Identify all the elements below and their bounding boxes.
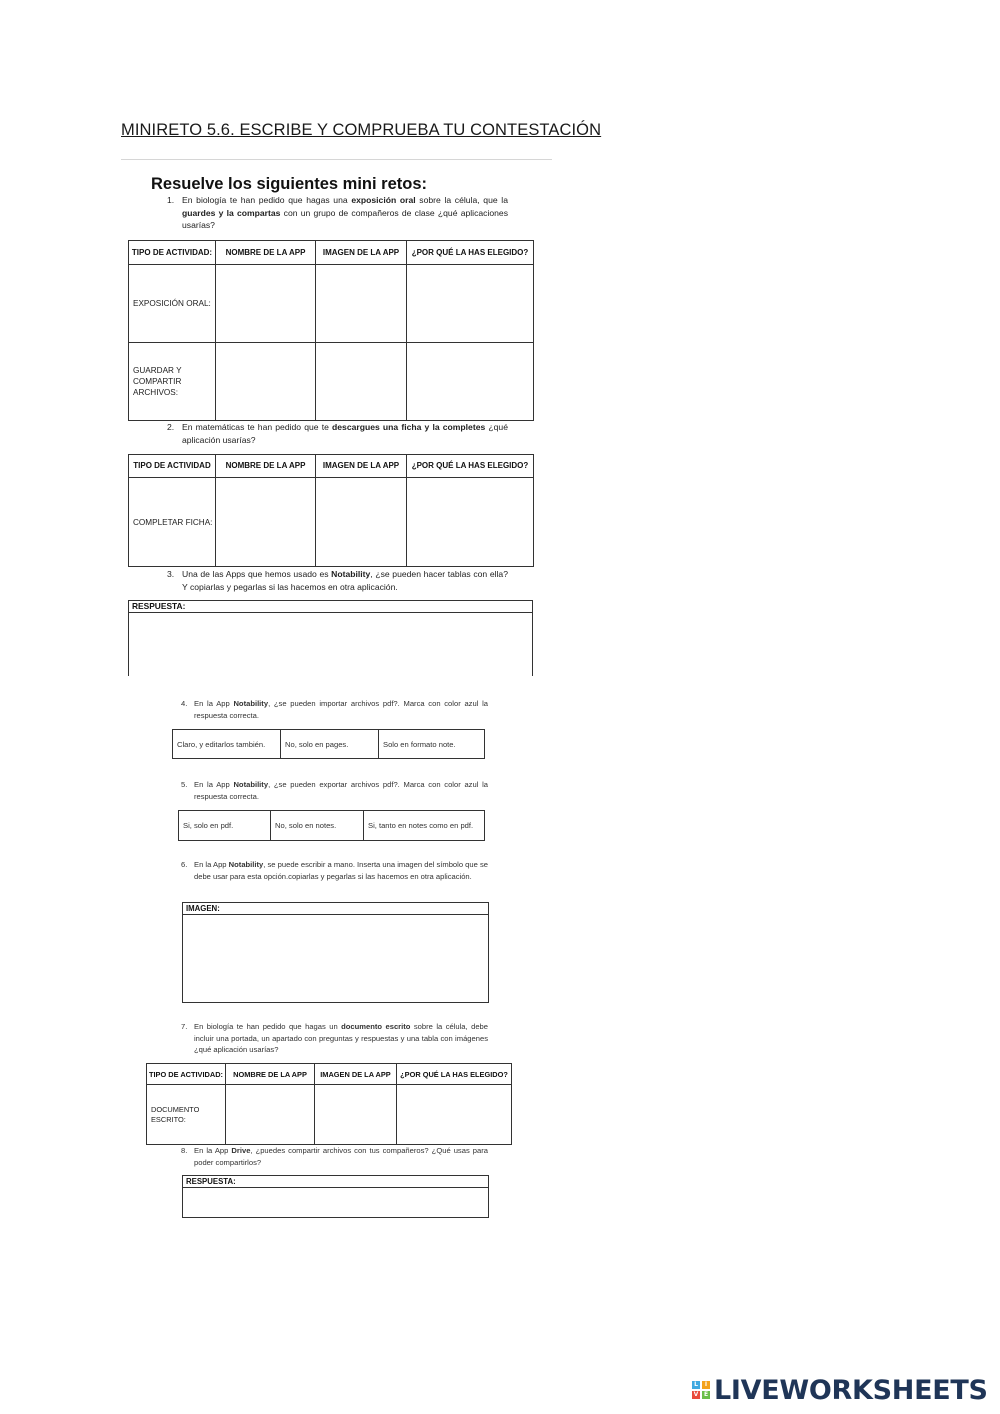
header-nombre: NOMBRE DE LA APP — [226, 1064, 315, 1085]
header-tipo: TIPO DE ACTIVIDAD: — [129, 241, 216, 265]
image-box-6[interactable] — [182, 902, 489, 1003]
option[interactable]: No, solo en pages. — [280, 730, 378, 758]
header-imagen: IMAGEN DE LA APP — [315, 1064, 397, 1085]
document-title: MINIRETO 5.6. ESCRIBE Y COMPRUEBA TU CONTESTACIÓN — [121, 121, 602, 139]
option[interactable]: Solo en formato note. — [378, 730, 484, 758]
answer-label: IMAGEN: — [183, 903, 488, 915]
answer-cell-nombre[interactable] — [216, 265, 316, 343]
question-number: 8. — [181, 1146, 188, 1155]
question-2: 2. En matemáticas te han pedido que te descargues una ficha y la completes ¿qué aplicación usarías? — [167, 422, 508, 445]
section-heading: Resuelve los siguientes mini retos: — [151, 175, 428, 193]
answer-cell-porque[interactable] — [407, 478, 534, 567]
answer-cell-nombre[interactable] — [226, 1085, 315, 1145]
brand-text: LIVEWORKSHEETS — [714, 1374, 988, 1406]
question-6: 6. En la App Notability, se puede escribir a mano. Inserta una imagen del símbolo que se debe usar para esta opción.copiarlas y pegarlas si las hacemos en otra aplicación. — [181, 860, 488, 881]
answer-cell-imagen[interactable] — [315, 1085, 397, 1145]
header-porque: ¿POR QUÉ LA HAS ELEGIDO? — [407, 455, 534, 478]
question-number: 6. — [181, 860, 188, 869]
answer-cell-porque[interactable] — [397, 1085, 512, 1145]
header-porque: ¿POR QUÉ LA HAS ELEGIDO? — [407, 241, 534, 265]
option[interactable]: Si, tanto en notes como en pdf. — [363, 811, 484, 840]
question-number: 4. — [181, 699, 188, 708]
activity-table-7 — [146, 1063, 512, 1145]
question-number: 2. — [167, 422, 175, 432]
options-5 — [178, 810, 485, 841]
answer-cell-imagen[interactable] — [316, 478, 407, 567]
option[interactable]: No, solo en notes. — [270, 811, 363, 840]
divider — [121, 159, 552, 160]
header-imagen: IMAGEN DE LA APP — [316, 241, 407, 265]
answer-cell-nombre[interactable] — [216, 343, 316, 421]
answer-box-3[interactable] — [128, 600, 533, 676]
question-4: 4. En la App Notability, ¿se pueden importar archivos pdf?. Marca con color azul la respuesta correcta. — [181, 699, 488, 720]
question-7: 7. En biología te han pedido que hagas un documento escrito sobre la célula, debe incluir una portada, un apartado con preguntas y respuestas y una tabla con imágenes ¿qué aplicación usarías? — [181, 1022, 488, 1054]
question-number: 7. — [181, 1022, 188, 1031]
question-8: 8. En la App Drive, ¿puedes compartir archivos con tus compañeros? ¿Qué usas para poder compartirlos? — [181, 1146, 488, 1167]
row-label: GUARDAR Y COMPARTIR ARCHIVOS: — [129, 343, 216, 421]
question-5: 5. En la App Notability, ¿se pueden exportar archivos pdf?. Marca con color azul la respuesta correcta. — [181, 780, 489, 801]
row-label: EXPOSICIÓN ORAL: — [129, 265, 216, 343]
answer-label: RESPUESTA: — [183, 1176, 488, 1188]
activity-table-1 — [128, 240, 534, 421]
activity-table-2 — [128, 454, 534, 567]
question-3: 3. Una de las Apps que hemos usado es Notability, ¿se pueden hacer tablas con ella? Y copiarlas y pegarlas si las hacemos en otra aplicación. — [167, 569, 508, 592]
header-nombre: NOMBRE DE LA APP — [216, 241, 316, 265]
header-tipo: TIPO DE ACTIVIDAD — [129, 455, 216, 478]
answer-cell-imagen[interactable] — [316, 265, 407, 343]
question-number: 3. — [167, 569, 175, 579]
option[interactable]: Claro, y editarlos también. — [177, 739, 266, 749]
answer-cell-porque[interactable] — [407, 343, 534, 421]
option[interactable]: Si, solo en pdf. — [183, 821, 234, 830]
row-label: DOCUMENTO ESCRITO: — [147, 1085, 226, 1145]
header-nombre: NOMBRE DE LA APP — [216, 455, 316, 478]
question-number: 1. — [167, 195, 175, 205]
answer-label: RESPUESTA: — [129, 601, 532, 613]
row-label: COMPLETAR FICHA: — [129, 478, 216, 567]
liveworksheets-logo — [692, 1374, 988, 1406]
answer-cell-nombre[interactable] — [216, 478, 316, 567]
logo-mark-icon: L I V E — [693, 1381, 709, 1398]
question-1: 1. En biología te han pedido que hagas una exposición oral sobre la célula, que la guardes y la compartas con un grupo de compañeros de clase ¿qué aplicaciones usarías? — [167, 195, 508, 230]
answer-cell-porque[interactable] — [407, 265, 534, 343]
answer-box-8[interactable] — [182, 1175, 489, 1218]
header-tipo: TIPO DE ACTIVIDAD: — [147, 1064, 226, 1085]
header-imagen: IMAGEN DE LA APP — [316, 455, 407, 478]
options-4 — [172, 729, 485, 759]
answer-cell-imagen[interactable] — [316, 343, 407, 421]
header-porque: ¿POR QUÉ LA HAS ELEGIDO? — [397, 1064, 512, 1085]
question-number: 5. — [181, 780, 188, 789]
